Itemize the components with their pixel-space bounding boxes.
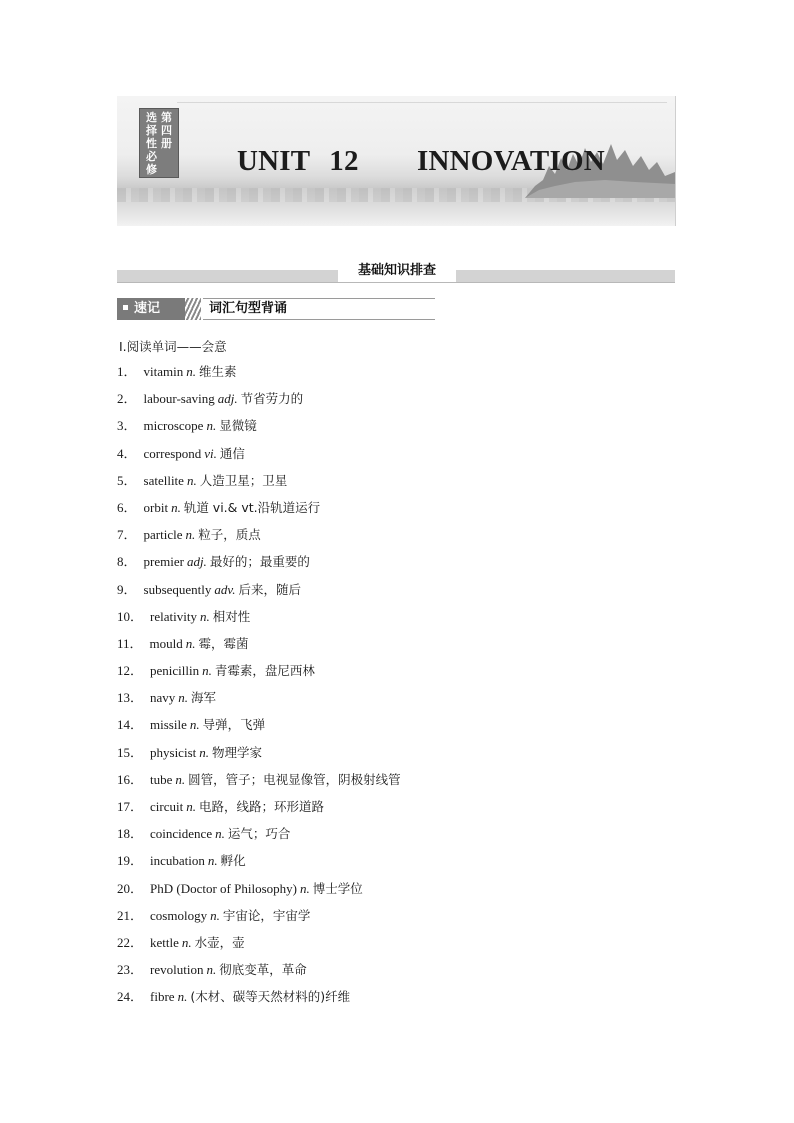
vocab-meaning: 人造卫星；卫星 (199, 472, 288, 488)
vocab-number: 12． (117, 663, 144, 679)
vocab-number: 3． (117, 418, 137, 434)
vocab-word: missile (150, 717, 187, 733)
vocab-item (117, 879, 401, 906)
vocab-number: 6． (117, 499, 137, 515)
vocab-part-of-speech: n. (178, 690, 189, 706)
vocab-number: 14． (117, 717, 144, 733)
vocab-number: 13． (117, 690, 144, 706)
vocab-part-of-speech: n. (175, 771, 186, 787)
vocab-number: 20． (117, 880, 144, 896)
vocab-part-of-speech: n. (185, 635, 196, 651)
vocab-meaning: 节省劳力的 (240, 391, 304, 407)
vocab-word: revolution (150, 962, 204, 978)
vocab-item (117, 580, 401, 607)
vocab-part-of-speech: adj. (217, 391, 238, 407)
vocab-word: premier (143, 554, 184, 570)
vocab-word: fibre (150, 989, 175, 1005)
vocab-item (117, 797, 401, 824)
vocab-part-of-speech: n. (177, 989, 188, 1005)
vocab-number: 4． (117, 445, 137, 461)
vocab-item (117, 824, 401, 851)
vocab-item (117, 933, 401, 960)
vocab-number: 2． (117, 391, 137, 407)
vocab-item (117, 851, 401, 878)
required-elective-label: 选择性必修 (146, 111, 157, 176)
vocab-meaning: 显微镜 (219, 418, 257, 434)
vocab-word: penicillin (150, 663, 200, 679)
vocab-meaning: 宇宙论，宇宙学 (222, 907, 311, 923)
vocab-number: 1． (117, 364, 137, 379)
vocab-item (117, 770, 401, 797)
vocab-item (117, 661, 401, 688)
vocab-word: correspond (143, 445, 202, 461)
unit-title: UNIT 12 INNOVATION (237, 145, 605, 177)
slash-decoration (185, 298, 201, 320)
vocab-word: cosmology (150, 907, 208, 923)
vocab-item (117, 416, 401, 443)
vocab-word: PhD (Doctor of Philosophy) (150, 880, 297, 896)
vocab-meaning: 导弹，飞弹 (202, 717, 266, 733)
vocab-meaning: 博士学位 (312, 880, 363, 896)
vocab-meaning: 圆管，管子；电视显像管，阴极射线管 (188, 771, 401, 787)
subsection-title: 词汇句型背诵 (203, 298, 435, 320)
vocab-meaning: 相对性 (212, 608, 251, 624)
vocab-item (117, 634, 401, 661)
vocab-item (117, 906, 401, 933)
vocab-word: mould (149, 635, 183, 651)
exercise-subtitle: Ⅰ.阅读单词——会意 (119, 339, 227, 354)
vocab-part-of-speech: n. (202, 663, 212, 679)
vocab-meaning: 青霉素，盘尼西林 (214, 663, 315, 679)
vocab-part-of-speech: n. (185, 527, 196, 543)
vocab-number: 8． (117, 554, 137, 570)
vocab-word: circuit (150, 799, 184, 814)
vocab-meaning: 通信 (219, 445, 245, 461)
quick-memo-label: 速记 (134, 301, 161, 316)
book-volume-tag (139, 108, 179, 178)
vocab-word: tube (150, 771, 173, 787)
vocab-number: 22． (117, 934, 144, 950)
vocab-word: kettle (150, 934, 179, 950)
vocab-number: 11． (117, 635, 143, 651)
vocab-number: 10． (117, 608, 144, 624)
vocab-item (117, 525, 401, 552)
vocab-number: 17． (117, 799, 144, 814)
vocab-meaning: 轨道 vi.& vt.沿轨道运行 (183, 499, 321, 515)
vocab-list (117, 362, 401, 1015)
subsection-header (117, 298, 435, 322)
vocab-meaning: 粒子，质点 (198, 527, 261, 543)
vocab-part-of-speech: n. (206, 962, 217, 978)
vocab-word: relativity (150, 608, 197, 624)
vocab-part-of-speech: n. (181, 934, 192, 950)
vocab-meaning: 海军 (191, 690, 217, 706)
vocab-meaning: 物理学家 (212, 744, 263, 760)
vocab-part-of-speech: n. (207, 853, 218, 869)
vocab-number: 9． (117, 581, 137, 597)
section-title: 基础知识排查 (338, 260, 456, 282)
vocab-item (117, 498, 401, 525)
vocab-item (117, 552, 401, 579)
vocab-word: coincidence (150, 826, 213, 842)
vocab-word: particle (143, 527, 183, 543)
vocab-number: 18． (117, 826, 144, 842)
banner-water (117, 202, 675, 226)
vocab-word: physicist (150, 744, 197, 760)
vocab-part-of-speech: n. (186, 364, 196, 379)
vocab-word: satellite (143, 472, 184, 488)
vocab-part-of-speech: n. (189, 717, 200, 733)
vocab-meaning: (木材、碳等天然材料的)纤维 (190, 989, 351, 1005)
vocab-word: microscope (143, 418, 204, 434)
vocab-item (117, 743, 401, 770)
square-bullet-icon (123, 305, 128, 310)
vocab-number: 7． (117, 527, 137, 543)
vocab-meaning: 后来，随后 (238, 581, 301, 597)
vocab-part-of-speech: n. (215, 826, 225, 842)
vocab-number: 23． (117, 962, 144, 978)
vocab-meaning: 水壶，壶 (194, 934, 245, 950)
vocab-part-of-speech: n. (186, 472, 197, 488)
vocab-part-of-speech: n. (210, 907, 220, 923)
vocab-item (117, 444, 401, 471)
vocab-part-of-speech: n. (199, 608, 210, 624)
vocab-meaning: 运气；巧合 (227, 826, 291, 842)
vocab-part-of-speech: n. (199, 744, 209, 760)
vocab-meaning: 彻底变革，革命 (219, 962, 307, 978)
volume-label: 第四册 (161, 111, 172, 150)
vocab-word: subsequently (143, 581, 212, 597)
vocab-part-of-speech: n. (299, 880, 310, 896)
vocab-word: labour-saving (143, 391, 215, 407)
vocab-number: 21． (117, 907, 144, 923)
vocab-number: 15． (117, 744, 144, 760)
vocab-item (117, 715, 401, 742)
vocab-item (117, 607, 401, 634)
vocab-item (117, 471, 401, 498)
vocab-item (117, 362, 401, 389)
banner-rule (177, 102, 667, 103)
quick-memo-tag (117, 298, 187, 320)
vocab-number: 24． (117, 989, 144, 1005)
vocab-word: vitamin (143, 364, 184, 379)
vocab-word: incubation (150, 853, 205, 869)
vocab-item (117, 960, 401, 987)
vocab-meaning: 孵化 (220, 853, 246, 869)
vocab-meaning: 最好的；最重要的 (209, 554, 310, 570)
vocab-meaning: 霉，霉菌 (198, 635, 249, 651)
vocab-meaning: 电路，线路；环形道路 (198, 799, 324, 814)
vocab-part-of-speech: adj. (186, 554, 207, 570)
vocab-number: 19． (117, 853, 144, 869)
vocab-part-of-speech: vi. (204, 445, 217, 461)
vocab-item (117, 987, 401, 1014)
vocab-item (117, 688, 401, 715)
vocab-word: orbit (143, 499, 169, 515)
vocab-number: 16． (117, 771, 144, 787)
vocab-part-of-speech: n. (186, 799, 196, 814)
vocab-part-of-speech: n. (171, 499, 181, 515)
vocab-number: 5． (117, 472, 137, 488)
vocab-item (117, 389, 401, 416)
vocab-word: navy (150, 690, 176, 706)
vocab-part-of-speech: n. (206, 418, 217, 434)
vocab-part-of-speech: adv. (214, 581, 236, 597)
vocab-meaning: 维生素 (198, 364, 237, 379)
